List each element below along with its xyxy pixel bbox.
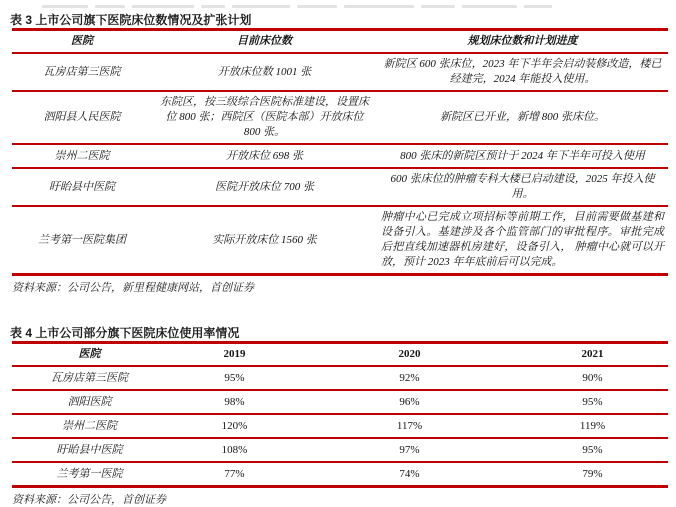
- utilization-2020: 96%: [399, 395, 420, 408]
- plan-progress: 新院区 600 张床位，2023 年下半年会启动装修改造，楼已经建完，2024 年能投入使用。: [383, 58, 662, 85]
- table3-header-row: [12, 31, 668, 54]
- hospital-name: 兰考第一医院集团: [38, 233, 126, 246]
- plan-progress: 600 张床位的肿瘤专科大楼已启动建设，2025 年投入使用。: [390, 173, 655, 200]
- plan-progress: 800 张床的新院区预计于 2024 年下半年可投入使用: [400, 149, 645, 162]
- table4-col-hospital: 医院: [78, 348, 101, 360]
- table-row: [12, 367, 668, 391]
- table-row: [12, 207, 668, 273]
- plan-progress: 肿瘤中心已完成立项招标等前期工作，目前需要做基建和设备引入。基建涉及各个监管部门的审批程序。审批完成后把直线加速器机房建好，设备引入， 肿瘤中心就可以开放，预计 2023 年年底前后可以完成。: [381, 211, 664, 268]
- table3-col-planned-beds: 规划床位数和计划进度: [467, 35, 578, 47]
- hospital-name: 瓦房店第三医院: [43, 65, 121, 78]
- hospital-name: 盱眙县中医院: [56, 443, 123, 456]
- utilization-2020: 117%: [396, 419, 423, 432]
- table3: [12, 28, 668, 276]
- current-beds: 开放床位数 1001 张: [217, 65, 312, 78]
- current-beds: 开放床位 698 张: [226, 149, 303, 162]
- cropped-text-artifact: [42, 5, 552, 9]
- utilization-2021: 90%: [582, 371, 603, 384]
- hospital-name: 盱眙县中医院: [49, 180, 115, 193]
- table-row: [12, 145, 668, 169]
- table-row: [12, 463, 668, 485]
- table-row: [12, 391, 668, 415]
- utilization-2019: 95%: [224, 371, 245, 384]
- utilization-2019: 98%: [224, 395, 245, 408]
- utilization-2019: 120%: [221, 419, 248, 432]
- utilization-2021: 95%: [582, 443, 603, 456]
- report-content: [0, 13, 676, 507]
- current-beds: 实际开放床位 1560 张: [212, 233, 317, 246]
- table3-title: 表 3 上市公司旗下医院床位数情况及扩张计划: [10, 13, 252, 27]
- table4-source: 资料来源：公司公告，首创证券: [12, 494, 166, 506]
- table-row: [12, 169, 668, 207]
- current-beds: 东院区，按三级综合医院标准建设，设置床位 800 张；西院区（医院本部）开放床位 800 张。: [160, 96, 369, 138]
- section-spacer: [0, 295, 676, 326]
- table3-col-hospital: 医院: [71, 35, 93, 47]
- current-beds: 医院开放床位 700 张: [215, 180, 314, 193]
- utilization-2021: 79%: [582, 467, 603, 480]
- table4-title: 表 4 上市公司部分旗下医院床位使用率情况: [10, 326, 240, 340]
- utilization-2019: 77%: [224, 467, 245, 480]
- table3-col-current-beds: 目前床位数: [237, 35, 292, 47]
- utilization-2020: 92%: [399, 371, 420, 384]
- table-row: [12, 92, 668, 145]
- table-row: [12, 415, 668, 439]
- plan-progress: 新院区已开业，新增 800 张床位。: [440, 111, 605, 123]
- hospital-name: 泗阳县人民医院: [43, 111, 121, 123]
- hospital-name: 兰考第一医院: [56, 467, 123, 480]
- utilization-2021: 119%: [579, 419, 606, 432]
- table4: [12, 341, 668, 488]
- table4-col-2021: 2021: [581, 348, 604, 360]
- table4-col-2019: 2019: [223, 348, 246, 360]
- utilization-2019: 108%: [221, 443, 248, 456]
- hospital-name: 崇州二医院: [54, 149, 110, 162]
- hospital-name: 瓦房店第三医院: [51, 371, 128, 384]
- utilization-2020: 97%: [399, 443, 420, 456]
- hospital-name: 崇州二医院: [62, 419, 117, 432]
- table-row: [12, 54, 668, 92]
- table4-col-2020: 2020: [398, 348, 421, 360]
- table4-header-row: [12, 344, 668, 367]
- hospital-name: 泗阳医院: [67, 395, 112, 408]
- utilization-2020: 74%: [399, 467, 420, 480]
- utilization-2021: 95%: [582, 395, 603, 408]
- table-row: [12, 439, 668, 463]
- table3-source: 资料来源：公司公告，新里程健康网站，首创证券: [12, 282, 254, 294]
